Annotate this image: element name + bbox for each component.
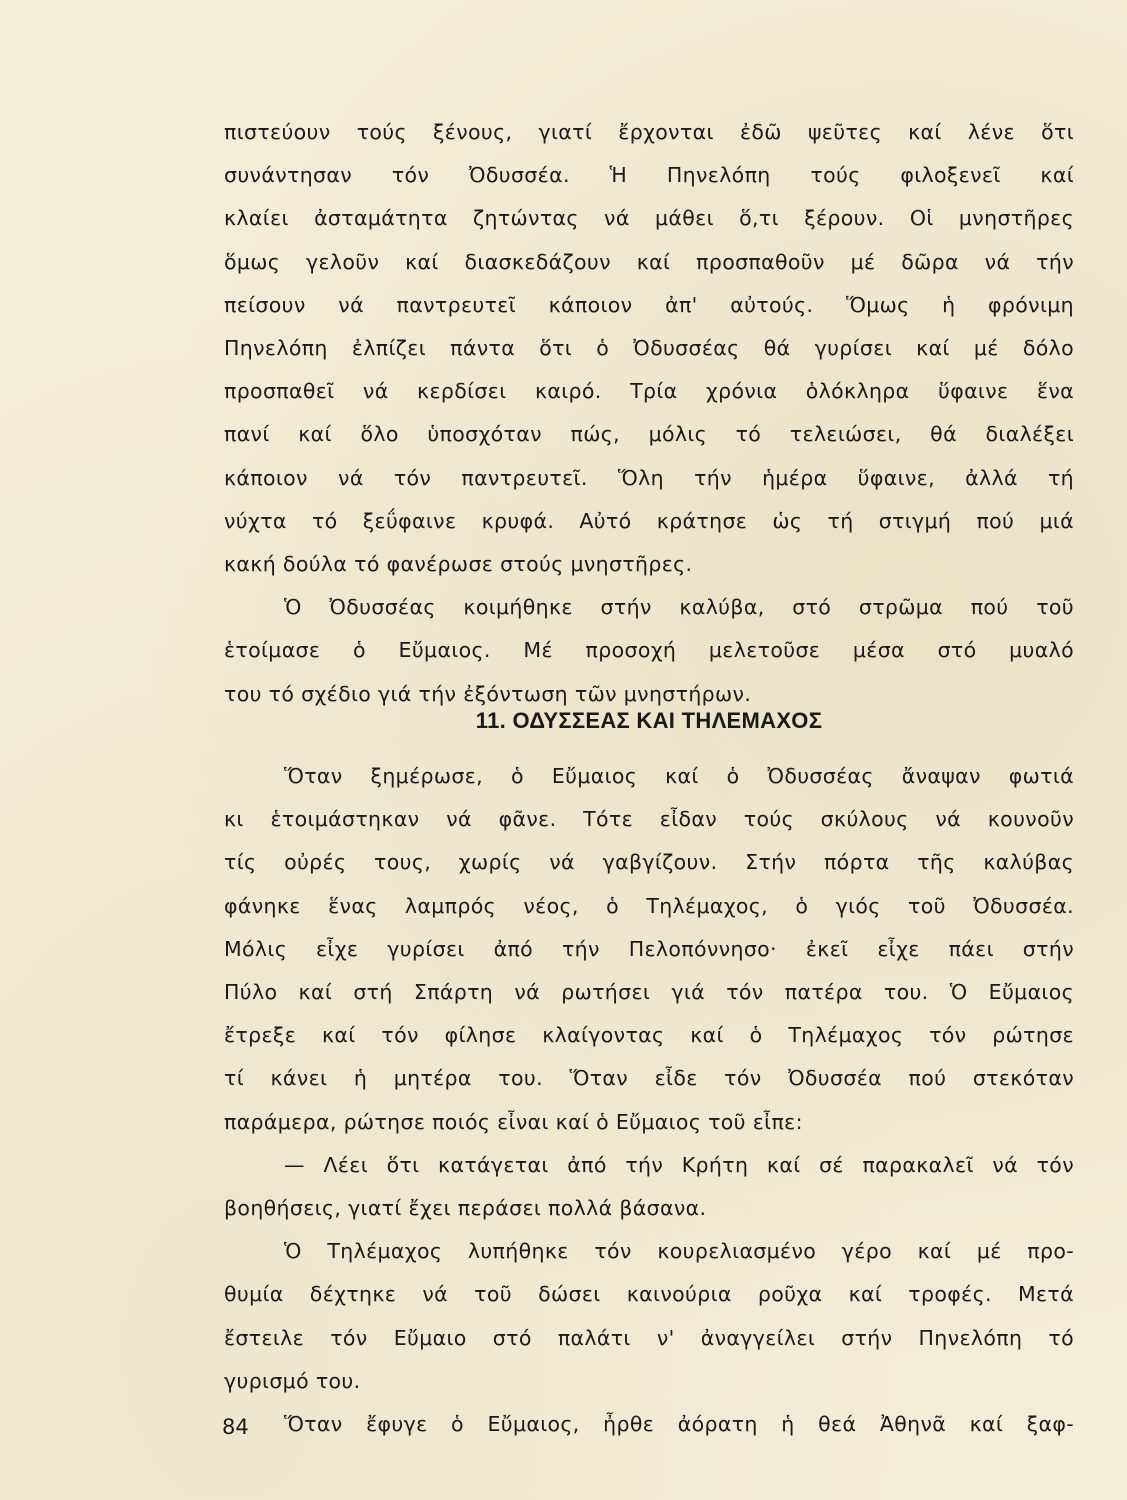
text-line: βοηθήσεις, γιατί ἔχει περάσει πολλά βάσανα. — [224, 1196, 707, 1220]
text-line: παράμερα, ρώτησε ποιός εἶναι καί ὁ Εὔμαιος τοῦ εἶπε: — [224, 1110, 803, 1134]
text-line: πείσουν νά παντρευτεῖ κάποιον ἀπ' αὐτούς. Ὅμως ἡ φρόνιμη — [224, 293, 1074, 317]
text-line: τίς οὐρές τους, χωρίς νά γαβγίζουν. Στήν πόρτα τῆς καλύβας — [224, 850, 1074, 874]
text-line: κλαίει ἀσταμάτητα ζητώντας νά μάθει ὅ,τι ξέρουν. Οἱ μνηστῆρες — [224, 206, 1074, 230]
text-line: του τό σχέδιο γιά τήν ἐξόντωση τῶν μνηστήρων. — [224, 682, 752, 706]
text-line: νύχτα τό ξεΰφαινε κρυφά. Αὐτό κράτησε ὡς τή στιγμή πού μιά — [224, 509, 1074, 533]
text-line: προσπαθεῖ νά κερδίσει καιρό. Τρία χρόνια ὁλόκληρα ὕφαινε ἕνα — [224, 379, 1074, 403]
page-number: 84 — [222, 1415, 249, 1439]
text-line: συνάντησαν τόν Ὀδυσσέα. Ἡ Πηνελόπη τούς φιλοξενεῖ καί — [224, 163, 1074, 187]
text-line: τί κάνει ἡ μητέρα του. Ὅταν εἶδε τόν Ὀδυσσέα πού στεκόταν — [224, 1066, 1074, 1090]
text-line: ἔτρεξε καί τόν φίλησε κλαίγοντας καί ὁ Τηλέμαχος τόν ρώτησε — [224, 1023, 1074, 1047]
text-line: πιστεύουν τούς ξένους, γιατί ἔρχονται ἐδῶ ψεῦτες καί λένε ὅτι — [224, 120, 1074, 144]
text-line: ἑτοίμασε ὁ Εὔμαιος. Μέ προσοχή μελετοῦσε μέσα στό μυαλό — [224, 638, 1074, 662]
text-line: ἔστειλε τόν Εὔμαιο στό παλάτι ν' ἀναγγείλει στήν Πηνελόπη τό — [224, 1326, 1074, 1350]
text-line: πανί καί ὅλο ὑποσχόταν πώς, μόλις τό τελειώσει, θά διαλέξει — [224, 422, 1074, 446]
text-line: κακή δούλα τό φανέρωσε στούς μνηστῆρες. — [224, 552, 693, 576]
text-line: Πύλο καί στή Σπάρτη νά ρωτήσει γιά τόν πατέρα του. Ὁ Εὔμαιος — [224, 980, 1074, 1004]
text-line: ὅμως γελοῦν καί διασκεδάζουν καί προσπαθοῦν μέ δῶρα νά τήν — [224, 250, 1074, 274]
text-line: κι ἑτοιμάστηκαν νά φᾶνε. Τότε εἶδαν τούς σκύλους νά κουνοῦν — [224, 807, 1074, 831]
text-line: Ὁ Τηλέμαχος λυπήθηκε τόν κουρελιασμένο γέρο καί μέ προ- — [284, 1239, 1074, 1263]
text-line: κάποιον νά τόν παντρευτεῖ. Ὅλη τήν ἡμέρα ὕφαινε, ἀλλά τή — [224, 466, 1074, 490]
text-line: φάνηκε ἕνας λαμπρός νέος, ὁ Τηλέμαχος, ὁ γιός τοῦ Ὀδυσσέα. — [224, 894, 1074, 918]
chapter-heading: 11. ΟΔΥΣΣΕΑΣ ΚΑΙ ΤΗΛΕΜΑΧΟΣ — [475, 708, 823, 733]
text-line: Ὁ Ὀδυσσέας κοιμήθηκε στήν καλύβα, στό στρῶμα πού τοῦ — [284, 595, 1074, 619]
text-line: — Λέει ὅτι κατάγεται ἀπό τήν Κρήτη καί σέ παρακαλεῖ νά τόν — [284, 1153, 1074, 1177]
text-line: Ὅταν ξημέρωσε, ὁ Εὔμαιος καί ὁ Ὀδυσσέας ἄναψαν φωτιά — [284, 764, 1074, 788]
text-line: Ὅταν ἔφυγε ὁ Εὔμαιος, ἦρθε ἀόρατη ἡ θεά Ἀθηνᾶ καί ξαφ- — [284, 1412, 1074, 1436]
text-line: γυρισμό του. — [224, 1369, 361, 1393]
text-line: Μόλις εἶχε γυρίσει ἀπό τήν Πελοπόννησο· ἐκεῖ εἶχε πάει στήν — [224, 937, 1074, 961]
text-line: θυμία δέχτηκε νά τοῦ δώσει καινούρια ροῦχα καί τροφές. Μετά — [224, 1282, 1074, 1306]
text-line: Πηνελόπη ἐλπίζει πάντα ὅτι ὁ Ὀδυσσέας θά γυρίσει καί μέ δόλο — [224, 336, 1074, 360]
